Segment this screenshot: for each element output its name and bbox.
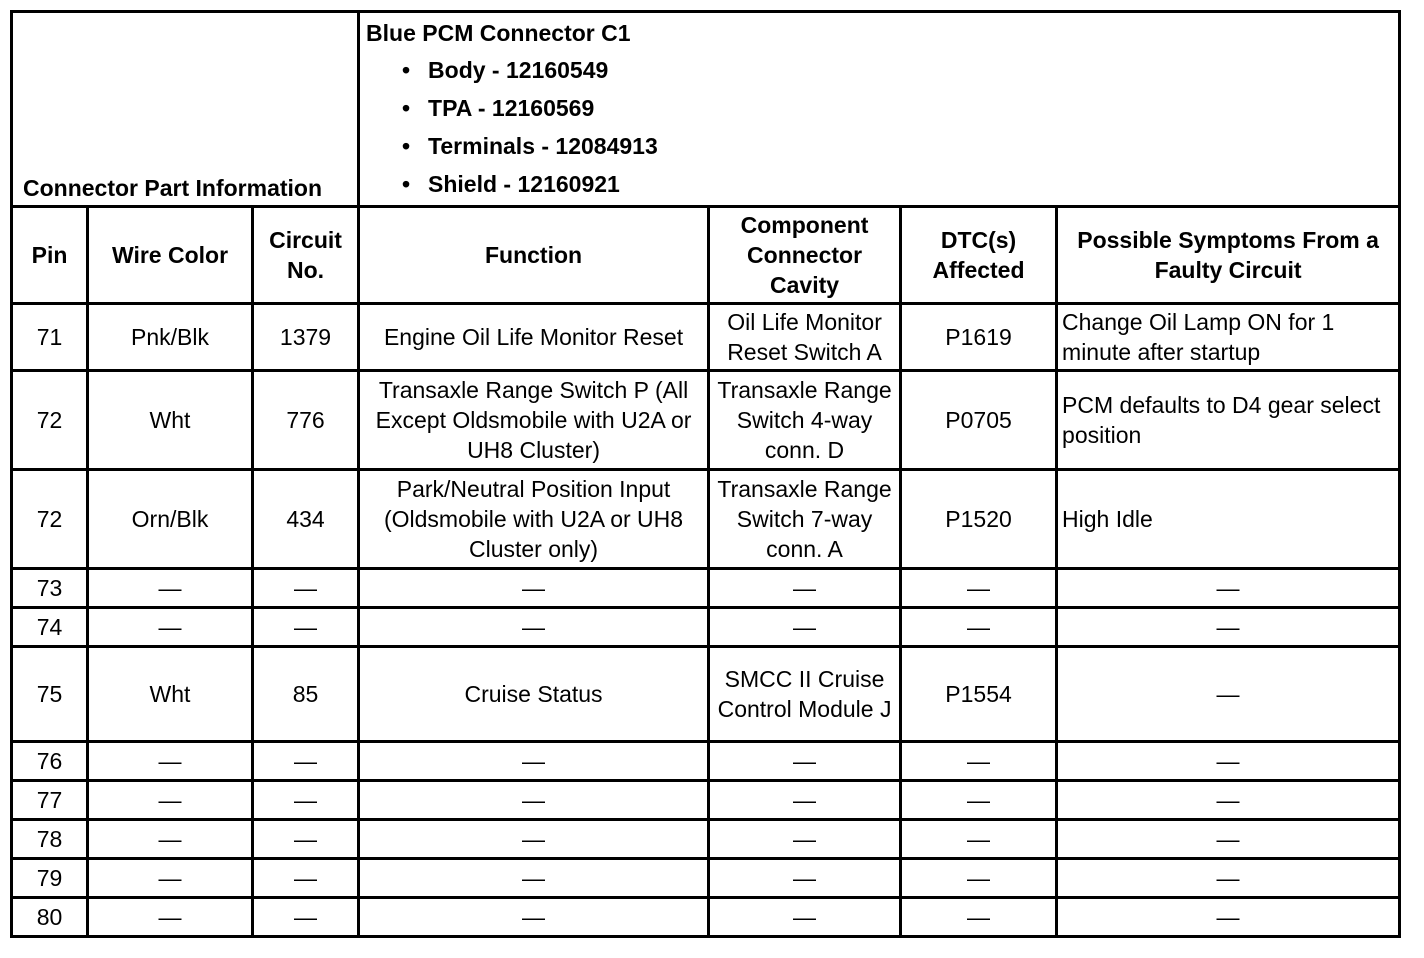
col-header-pin: Pin: [12, 207, 88, 304]
symptoms-cell: —: [1057, 742, 1400, 781]
circuit-cell: —: [253, 569, 359, 608]
part-item: • TPA - 12160569: [364, 89, 1394, 127]
pin-cell: 71: [12, 304, 88, 371]
circuit-cell: —: [253, 898, 359, 937]
connector-header-row: [12, 12, 1400, 207]
function-cell: —: [359, 781, 709, 820]
circuit-cell: —: [253, 742, 359, 781]
circuit-cell: —: [253, 781, 359, 820]
function-cell: Engine Oil Life Monitor Reset: [359, 304, 709, 371]
function-cell: Park/Neutral Position Input (Oldsmobile with U2A or UH8 Cluster only): [359, 470, 709, 569]
part-number-list: [364, 51, 1394, 203]
pin-cell: 80: [12, 898, 88, 937]
pin-cell: 76: [12, 742, 88, 781]
pin-cell: 73: [12, 569, 88, 608]
col-header-dtc: DTC(s) Affected: [901, 207, 1057, 304]
part-item: • Terminals - 12084913: [364, 127, 1394, 165]
cavity-cell: —: [709, 859, 901, 898]
function-cell: —: [359, 898, 709, 937]
table-row: [12, 820, 1400, 859]
circuit-cell: —: [253, 820, 359, 859]
symptoms-cell: —: [1057, 647, 1400, 742]
symptoms-cell: PCM defaults to D4 gear select position: [1057, 371, 1400, 470]
pin-cell: 72: [12, 470, 88, 569]
wire-color-cell: —: [88, 820, 253, 859]
col-header-circuit-no: Circuit No.: [253, 207, 359, 304]
dtc-cell: P1619: [901, 304, 1057, 371]
function-cell: Transaxle Range Switch P (All Except Oldsmobile with U2A or UH8 Cluster): [359, 371, 709, 470]
connector-part-info: [359, 12, 1400, 207]
wire-color-cell: Pnk/Blk: [88, 304, 253, 371]
wire-color-cell: —: [88, 781, 253, 820]
cavity-cell: Oil Life Monitor Reset Switch A: [709, 304, 901, 371]
circuit-cell: 85: [253, 647, 359, 742]
symptoms-cell: —: [1057, 608, 1400, 647]
table-row: [12, 742, 1400, 781]
wire-color-cell: Wht: [88, 371, 253, 470]
dtc-cell: —: [901, 859, 1057, 898]
cavity-cell: Transaxle Range Switch 7-way conn. A: [709, 470, 901, 569]
connector-part-info-label: Connector Part Information: [12, 12, 359, 207]
function-cell: —: [359, 859, 709, 898]
pin-cell: 74: [12, 608, 88, 647]
table-row: [12, 898, 1400, 937]
table-row: [12, 371, 1400, 470]
symptoms-cell: Change Oil Lamp ON for 1 minute after startup: [1057, 304, 1400, 371]
column-header-row: [12, 207, 1400, 304]
table-row: [12, 781, 1400, 820]
cavity-cell: Transaxle Range Switch 4-way conn. D: [709, 371, 901, 470]
table-row: [12, 608, 1400, 647]
circuit-cell: 776: [253, 371, 359, 470]
circuit-cell: —: [253, 859, 359, 898]
table-row: [12, 569, 1400, 608]
pin-cell: 75: [12, 647, 88, 742]
function-cell: Cruise Status: [359, 647, 709, 742]
table-row: [12, 470, 1400, 569]
cavity-cell: —: [709, 569, 901, 608]
table-row: [12, 647, 1400, 742]
symptoms-cell: —: [1057, 569, 1400, 608]
symptoms-cell: —: [1057, 781, 1400, 820]
pin-cell: 78: [12, 820, 88, 859]
pin-cell: 72: [12, 371, 88, 470]
cavity-cell: —: [709, 781, 901, 820]
wire-color-cell: Wht: [88, 647, 253, 742]
wire-color-cell: Orn/Blk: [88, 470, 253, 569]
wire-color-cell: —: [88, 569, 253, 608]
dtc-cell: —: [901, 569, 1057, 608]
dtc-cell: P0705: [901, 371, 1057, 470]
wire-color-cell: —: [88, 859, 253, 898]
cavity-cell: —: [709, 742, 901, 781]
table-row: [12, 859, 1400, 898]
pin-cell: 77: [12, 781, 88, 820]
part-item: • Shield - 12160921: [364, 165, 1394, 203]
symptoms-cell: —: [1057, 820, 1400, 859]
col-header-symptoms: Possible Symptoms From a Faulty Circuit: [1057, 207, 1400, 304]
cavity-cell: —: [709, 820, 901, 859]
symptoms-cell: —: [1057, 859, 1400, 898]
function-cell: —: [359, 569, 709, 608]
wire-color-cell: —: [88, 608, 253, 647]
dtc-cell: —: [901, 742, 1057, 781]
connector-title: Blue PCM Connector C1: [366, 20, 631, 46]
symptoms-cell: High Idle: [1057, 470, 1400, 569]
connector-table: [10, 10, 1401, 938]
dtc-cell: —: [901, 781, 1057, 820]
circuit-cell: 1379: [253, 304, 359, 371]
dtc-cell: —: [901, 820, 1057, 859]
col-header-function: Function: [359, 207, 709, 304]
part-item: • Body - 12160549: [364, 51, 1394, 89]
dtc-cell: —: [901, 608, 1057, 647]
symptoms-cell: —: [1057, 898, 1400, 937]
dtc-cell: P1520: [901, 470, 1057, 569]
dtc-cell: P1554: [901, 647, 1057, 742]
col-header-wire-color: Wire Color: [88, 207, 253, 304]
circuit-cell: 434: [253, 470, 359, 569]
cavity-cell: —: [709, 898, 901, 937]
col-header-cavity: Component Connector Cavity: [709, 207, 901, 304]
wire-color-cell: —: [88, 742, 253, 781]
function-cell: —: [359, 742, 709, 781]
table-row: [12, 304, 1400, 371]
circuit-cell: —: [253, 608, 359, 647]
wire-color-cell: —: [88, 898, 253, 937]
cavity-cell: —: [709, 608, 901, 647]
cavity-cell: SMCC II Cruise Control Module J: [709, 647, 901, 742]
dtc-cell: —: [901, 898, 1057, 937]
function-cell: —: [359, 608, 709, 647]
pin-cell: 79: [12, 859, 88, 898]
function-cell: —: [359, 820, 709, 859]
